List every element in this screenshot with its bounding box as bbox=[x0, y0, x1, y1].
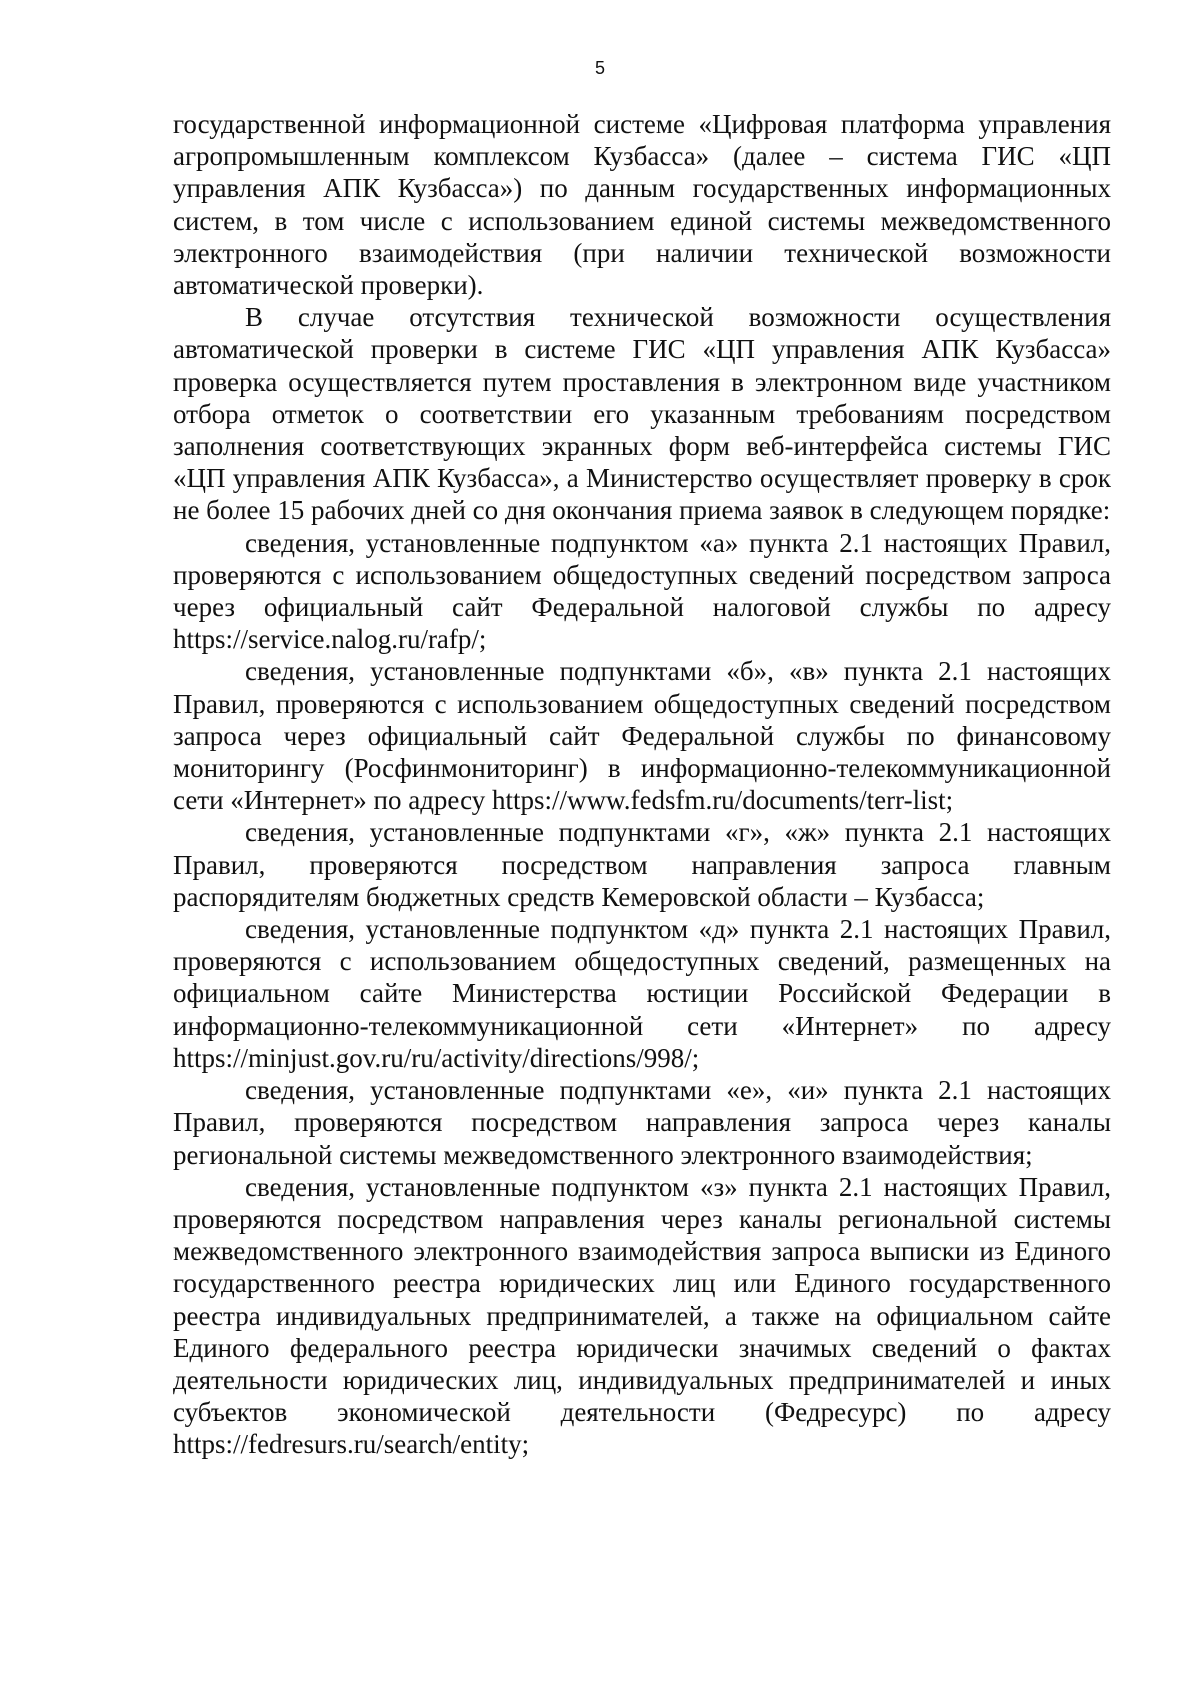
paragraph-subitems-g-zh: сведения, установленные подпунктами «г», «ж» пункта 2.1 настоящих Правил, проверяются посредством направления запроса главным распорядителям бюджетных средств Кемеровской области – Кузбасса; bbox=[173, 817, 1111, 912]
document-body bbox=[173, 108, 1111, 1461]
paragraph-subitems-e-i: сведения, установленные подпунктами «е», «и» пункта 2.1 настоящих Правил, проверяются посредством направления запроса через каналы региональной системы межведомственного электронного взаимодействия; bbox=[173, 1075, 1111, 1170]
paragraph-subitem-z: сведения, установленные подпунктом «з» пункта 2.1 настоящих Правил, проверяются посредством направления через каналы региональной системы межведомственного электронного взаимодействия запроса выписки из Единого государственного реестра юридических лиц или Единого государственного реестра индивидуальных предпринимателей, а также на официальном сайте Единого федерального реестра юридически значимых сведений о фактах деятельности юридических лиц, индивидуальных предпринимателей и иных субъектов экономической деятельности (Федресурс) по адресу https://fedresurs.ru/search/entity; bbox=[173, 1171, 1111, 1460]
paragraph-verification-procedure: В случае отсутствия технической возможности осуществления автоматической проверки в системе ГИС «ЦП управления АПК Кузбасса» проверка осуществляется путем проставления в электронном виде участником отбора отметок о соответствии его указанным требованиям посредством заполнения соответствующих экранных форм веб-интерфейса системы ГИС «ЦП управления АПК Кузбасса», а Министерство осуществляет проверку в срок не более 15 рабочих дней со дня окончания приема заявок в следующем порядке: bbox=[173, 302, 1111, 526]
page-number: 5 bbox=[594, 58, 605, 78]
paragraph-subitem-a: сведения, установленные подпунктом «а» пункта 2.1 настоящих Правил, проверяются с использованием общедоступных сведений посредством запроса через официальный сайт Федеральной налоговой службы по адресу https://service.nalog.ru/rafp/; bbox=[173, 527, 1111, 655]
paragraph-subitems-b-v: сведения, установленные подпунктами «б», «в» пункта 2.1 настоящих Правил, проверяются с использованием общедоступных сведений посредством запроса через официальный сайт Федеральной службы по финансовому мониторингу (Росфинмониторинг) в информационно-телекоммуникационной сети «Интернет» по адресу https://www.fedsfm.ru/documents/terr-list; bbox=[173, 656, 1111, 816]
paragraph-continuation: государственной информационной системе «Цифровая платформа управления агропромышленным комплексом Кузбасса» (далее – система ГИС «ЦП управления АПК Кузбасса») по данным государственных информационных систем, в том числе с использованием единой системы межведомственного электронного взаимодействия (при наличии технической возможности автоматической проверки). bbox=[173, 109, 1111, 301]
paragraph-subitem-d: сведения, установленные подпунктом «д» пункта 2.1 настоящих Правил, проверяются с использованием общедоступных сведений, размещенных на официальном сайте Министерства юстиции Российской Федерации в информационно-телекоммуникационной сети «Интернет» по адресу https://minjust.gov.ru/ru/activity/directions/998/; bbox=[173, 914, 1111, 1073]
